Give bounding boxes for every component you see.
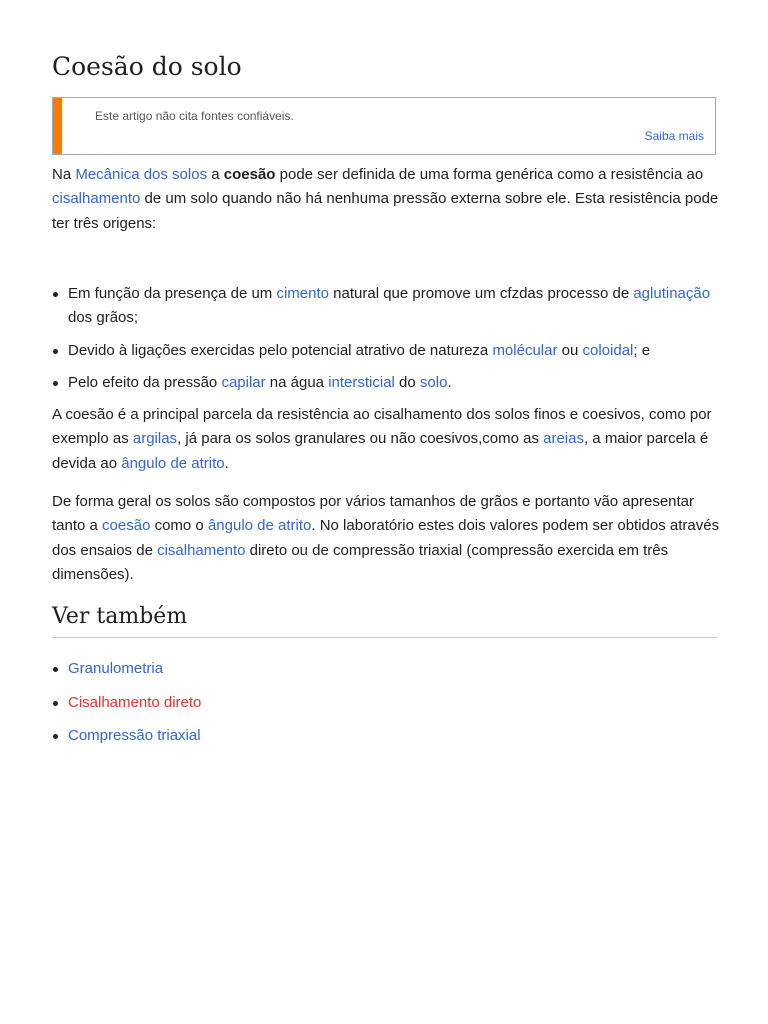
text: pode ser definida de uma forma genérica como a resistência ao <box>275 166 704 183</box>
link-cisalhamento-direto[interactable]: Cisalhamento direto <box>68 694 202 711</box>
link-solo[interactable]: solo <box>419 374 448 391</box>
intro-paragraph <box>52 163 722 236</box>
link-cimento[interactable]: cimento <box>276 285 329 302</box>
text: Pelo efeito da pressão <box>68 374 222 391</box>
link-areias[interactable]: areias <box>543 430 584 448</box>
text: na água <box>265 374 329 391</box>
text: A coesão é a principal parcela da resistência ao cisalhamento dos solos finos e coesivos, como por exemplo as <box>52 406 712 448</box>
list-item <box>52 371 718 395</box>
notice-box <box>52 97 716 155</box>
link-aglutinacao[interactable]: aglutinação <box>633 285 711 302</box>
text: ; e <box>633 342 651 359</box>
text: . <box>224 454 229 472</box>
text: Devido à ligações exercidas pelo potencial atrativo de natureza <box>68 342 493 359</box>
link-mecanica-dos-solos[interactable]: Mecânica dos solos <box>75 166 208 183</box>
bold-term: coesão <box>223 166 276 183</box>
text: do <box>394 374 420 391</box>
page-title: Coesão do solo <box>52 52 242 81</box>
text: De forma geral os solos são compostos por vários tamanhos de grãos e portanto vão apresentar tanto a <box>52 493 695 535</box>
list-item <box>52 724 718 748</box>
text: Na <box>52 166 76 183</box>
list-item <box>52 282 718 331</box>
link-coesao[interactable]: coesão <box>102 517 151 535</box>
link-coloidal[interactable]: coloidal <box>582 342 634 359</box>
text: , a maior parcela é devida ao <box>52 430 709 472</box>
link-argilas[interactable]: argilas <box>132 430 178 448</box>
text: . No laboratório estes dois valores podem ser obtidos através dos ensaios de <box>52 517 720 559</box>
text: ou <box>557 342 583 359</box>
link-intersticial[interactable]: intersticial <box>328 374 395 391</box>
text: a <box>207 166 224 183</box>
list-item <box>52 657 718 681</box>
link-cisalhamento[interactable]: cisalhamento <box>157 541 246 559</box>
text: , já para os solos granulares ou não coesivos,como as <box>177 430 544 448</box>
link-angulo-de-atrito[interactable]: ângulo de atrito <box>207 517 312 535</box>
notice-message: Este artigo não cita fontes confiáveis. <box>95 109 294 123</box>
link-capilar[interactable]: capilar <box>221 374 266 391</box>
text: natural que promove um cfzdas processo de <box>329 285 634 302</box>
list-item <box>52 691 718 715</box>
text: . <box>447 374 452 391</box>
link-cisalhamento[interactable]: cisalhamento <box>52 190 141 208</box>
link-molecular[interactable]: molécular <box>492 342 558 359</box>
list-item <box>52 339 718 363</box>
link-compressao-triaxial[interactable]: Compressão triaxial <box>68 727 201 744</box>
text: Em função da presença de um <box>68 285 277 302</box>
link-granulometria[interactable]: Granulometria <box>68 660 164 677</box>
text: de um solo quando não há nenhuma pressão externa sobre ele. Esta resistência pode ter três origens: <box>52 190 719 232</box>
text: dos grãos; <box>68 309 139 327</box>
general-paragraph <box>52 490 722 587</box>
link-angulo-de-atrito[interactable]: ângulo de atrito <box>121 454 225 472</box>
cohesion-paragraph <box>52 403 722 476</box>
text: direto ou de compressão triaxial (compressão exercida em três dimensões). <box>52 541 669 583</box>
text: como o <box>150 517 208 535</box>
notice-bar <box>53 98 62 154</box>
see-also-heading: Ver também <box>52 604 718 638</box>
saiba-mais-link[interactable]: Saiba mais <box>644 129 704 143</box>
